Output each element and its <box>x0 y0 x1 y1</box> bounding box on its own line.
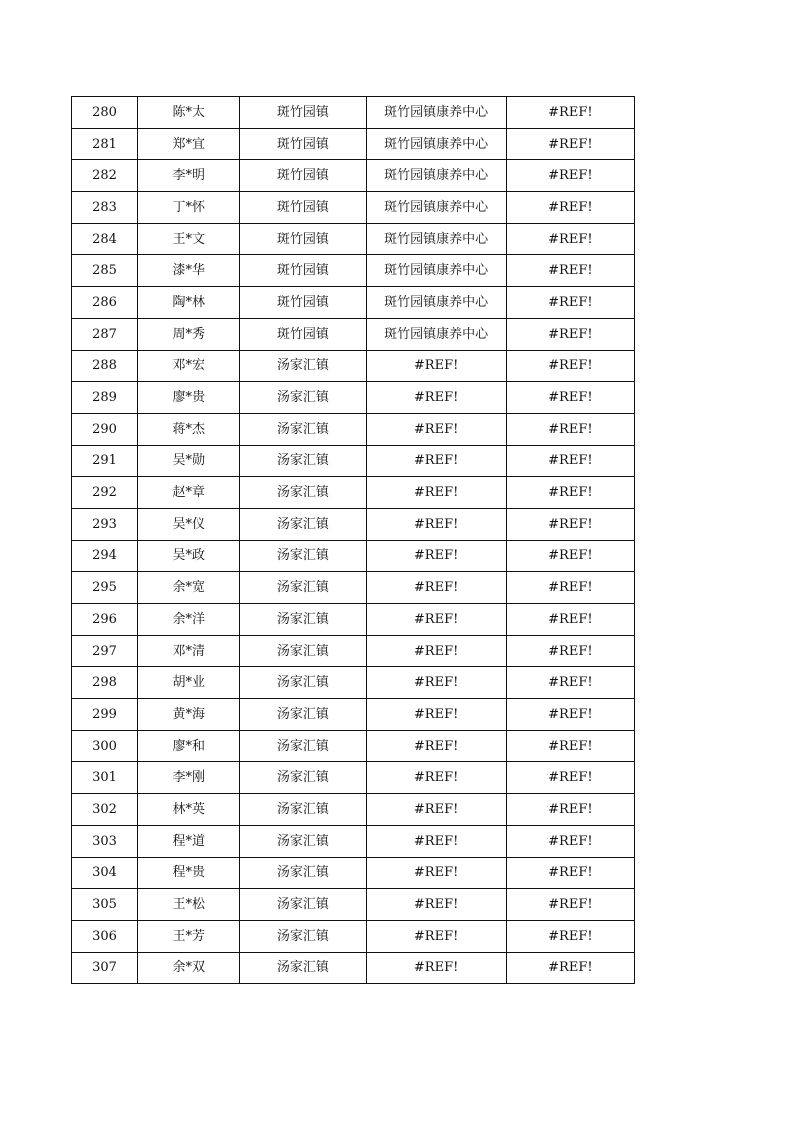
table-body <box>72 97 635 984</box>
cell-institution: #REF! <box>366 445 506 477</box>
cell-value: #REF! <box>506 635 634 667</box>
cell-institution: 斑竹园镇康养中心 <box>366 192 506 224</box>
table-row <box>72 128 635 160</box>
cell-town: 汤家汇镇 <box>240 952 366 984</box>
cell-value: #REF! <box>506 318 634 350</box>
cell-town: 汤家汇镇 <box>240 508 366 540</box>
cell-name: 李*明 <box>138 160 240 192</box>
cell-name: 黄*海 <box>138 699 240 731</box>
cell-town: 汤家汇镇 <box>240 350 366 382</box>
cell-town: 汤家汇镇 <box>240 604 366 636</box>
cell-institution: #REF! <box>366 762 506 794</box>
cell-number: 290 <box>72 413 138 445</box>
cell-town: 汤家汇镇 <box>240 382 366 414</box>
cell-number: 292 <box>72 477 138 509</box>
cell-institution: #REF! <box>366 825 506 857</box>
cell-institution: 斑竹园镇康养中心 <box>366 97 506 129</box>
cell-value: #REF! <box>506 477 634 509</box>
cell-name: 余*宽 <box>138 572 240 604</box>
cell-institution: #REF! <box>366 540 506 572</box>
cell-name: 郑*宜 <box>138 128 240 160</box>
table-row <box>72 952 635 984</box>
cell-number: 305 <box>72 889 138 921</box>
table-row <box>72 160 635 192</box>
cell-name: 李*刚 <box>138 762 240 794</box>
table-row <box>72 287 635 319</box>
cell-name: 林*英 <box>138 794 240 826</box>
cell-name: 王*芳 <box>138 920 240 952</box>
cell-name: 王*文 <box>138 223 240 255</box>
cell-number: 298 <box>72 667 138 699</box>
cell-town: 汤家汇镇 <box>240 445 366 477</box>
cell-town: 汤家汇镇 <box>240 794 366 826</box>
table-row <box>72 255 635 287</box>
cell-value: #REF! <box>506 540 634 572</box>
cell-value: #REF! <box>506 889 634 921</box>
cell-town: 汤家汇镇 <box>240 825 366 857</box>
cell-institution: #REF! <box>366 889 506 921</box>
cell-name: 陶*林 <box>138 287 240 319</box>
cell-value: #REF! <box>506 128 634 160</box>
cell-institution: #REF! <box>366 350 506 382</box>
table-row <box>72 97 635 129</box>
cell-name: 王*松 <box>138 889 240 921</box>
cell-town: 汤家汇镇 <box>240 889 366 921</box>
cell-number: 300 <box>72 730 138 762</box>
cell-value: #REF! <box>506 794 634 826</box>
cell-institution: #REF! <box>366 857 506 889</box>
cell-number: 296 <box>72 604 138 636</box>
table-row <box>72 572 635 604</box>
cell-number: 304 <box>72 857 138 889</box>
cell-town: 斑竹园镇 <box>240 318 366 350</box>
cell-number: 287 <box>72 318 138 350</box>
table-row <box>72 794 635 826</box>
cell-name: 丁*怀 <box>138 192 240 224</box>
cell-number: 303 <box>72 825 138 857</box>
cell-institution: #REF! <box>366 604 506 636</box>
cell-name: 吴*勋 <box>138 445 240 477</box>
cell-name: 邓*清 <box>138 635 240 667</box>
cell-name: 陈*太 <box>138 97 240 129</box>
cell-number: 282 <box>72 160 138 192</box>
cell-institution: #REF! <box>366 794 506 826</box>
cell-town: 汤家汇镇 <box>240 762 366 794</box>
table-row <box>72 223 635 255</box>
table-row <box>72 508 635 540</box>
cell-town: 汤家汇镇 <box>240 699 366 731</box>
table-row <box>72 920 635 952</box>
cell-name: 程*贵 <box>138 857 240 889</box>
cell-number: 295 <box>72 572 138 604</box>
cell-institution: #REF! <box>366 952 506 984</box>
cell-name: 余*洋 <box>138 604 240 636</box>
cell-value: #REF! <box>506 255 634 287</box>
cell-institution: 斑竹园镇康养中心 <box>366 255 506 287</box>
cell-number: 289 <box>72 382 138 414</box>
cell-name: 廖*和 <box>138 730 240 762</box>
cell-name: 程*道 <box>138 825 240 857</box>
cell-value: #REF! <box>506 920 634 952</box>
cell-number: 302 <box>72 794 138 826</box>
cell-town: 汤家汇镇 <box>240 635 366 667</box>
cell-value: #REF! <box>506 857 634 889</box>
cell-town: 汤家汇镇 <box>240 572 366 604</box>
table-row <box>72 604 635 636</box>
cell-institution: 斑竹园镇康养中心 <box>366 223 506 255</box>
cell-value: #REF! <box>506 762 634 794</box>
data-table <box>71 96 635 984</box>
table-row <box>72 540 635 572</box>
cell-town: 斑竹园镇 <box>240 128 366 160</box>
cell-town: 斑竹园镇 <box>240 223 366 255</box>
cell-town: 汤家汇镇 <box>240 857 366 889</box>
cell-name: 周*秀 <box>138 318 240 350</box>
cell-institution: #REF! <box>366 699 506 731</box>
cell-institution: 斑竹园镇康养中心 <box>366 128 506 160</box>
table-row <box>72 318 635 350</box>
cell-institution: #REF! <box>366 572 506 604</box>
cell-institution: 斑竹园镇康养中心 <box>366 160 506 192</box>
cell-value: #REF! <box>506 604 634 636</box>
cell-name: 邓*宏 <box>138 350 240 382</box>
table-row <box>72 192 635 224</box>
cell-number: 285 <box>72 255 138 287</box>
cell-town: 汤家汇镇 <box>240 730 366 762</box>
cell-town: 斑竹园镇 <box>240 160 366 192</box>
cell-town: 斑竹园镇 <box>240 287 366 319</box>
cell-town: 汤家汇镇 <box>240 477 366 509</box>
cell-number: 297 <box>72 635 138 667</box>
cell-name: 吴*仪 <box>138 508 240 540</box>
cell-number: 293 <box>72 508 138 540</box>
cell-number: 284 <box>72 223 138 255</box>
cell-value: #REF! <box>506 445 634 477</box>
table-row <box>72 762 635 794</box>
cell-value: #REF! <box>506 825 634 857</box>
cell-name: 蒋*杰 <box>138 413 240 445</box>
cell-name: 余*双 <box>138 952 240 984</box>
table-row <box>72 445 635 477</box>
table-row <box>72 635 635 667</box>
cell-institution: #REF! <box>366 413 506 445</box>
cell-number: 301 <box>72 762 138 794</box>
cell-value: #REF! <box>506 952 634 984</box>
cell-number: 281 <box>72 128 138 160</box>
cell-value: #REF! <box>506 223 634 255</box>
cell-number: 306 <box>72 920 138 952</box>
table-row <box>72 350 635 382</box>
cell-institution: 斑竹园镇康养中心 <box>366 318 506 350</box>
cell-name: 胡*业 <box>138 667 240 699</box>
cell-value: #REF! <box>506 382 634 414</box>
cell-institution: #REF! <box>366 730 506 762</box>
cell-number: 280 <box>72 97 138 129</box>
cell-number: 294 <box>72 540 138 572</box>
cell-value: #REF! <box>506 287 634 319</box>
cell-value: #REF! <box>506 192 634 224</box>
cell-value: #REF! <box>506 413 634 445</box>
cell-number: 307 <box>72 952 138 984</box>
cell-value: #REF! <box>506 730 634 762</box>
cell-town: 斑竹园镇 <box>240 255 366 287</box>
table-row <box>72 667 635 699</box>
table-row <box>72 730 635 762</box>
table-row <box>72 857 635 889</box>
cell-value: #REF! <box>506 350 634 382</box>
cell-town: 汤家汇镇 <box>240 667 366 699</box>
cell-number: 288 <box>72 350 138 382</box>
cell-number: 291 <box>72 445 138 477</box>
cell-town: 斑竹园镇 <box>240 97 366 129</box>
cell-town: 斑竹园镇 <box>240 192 366 224</box>
cell-institution: #REF! <box>366 508 506 540</box>
table-row <box>72 699 635 731</box>
cell-value: #REF! <box>506 508 634 540</box>
table-row <box>72 477 635 509</box>
cell-institution: #REF! <box>366 635 506 667</box>
cell-institution: #REF! <box>366 920 506 952</box>
cell-name: 漆*华 <box>138 255 240 287</box>
cell-town: 汤家汇镇 <box>240 540 366 572</box>
cell-name: 廖*贵 <box>138 382 240 414</box>
cell-institution: 斑竹园镇康养中心 <box>366 287 506 319</box>
cell-name: 赵*章 <box>138 477 240 509</box>
table-row <box>72 413 635 445</box>
cell-value: #REF! <box>506 160 634 192</box>
cell-value: #REF! <box>506 667 634 699</box>
cell-town: 汤家汇镇 <box>240 920 366 952</box>
cell-value: #REF! <box>506 699 634 731</box>
table-row <box>72 382 635 414</box>
cell-institution: #REF! <box>366 667 506 699</box>
cell-number: 299 <box>72 699 138 731</box>
cell-value: #REF! <box>506 97 634 129</box>
cell-town: 汤家汇镇 <box>240 413 366 445</box>
cell-number: 286 <box>72 287 138 319</box>
table-row <box>72 825 635 857</box>
table-row <box>72 889 635 921</box>
cell-value: #REF! <box>506 572 634 604</box>
cell-number: 283 <box>72 192 138 224</box>
cell-institution: #REF! <box>366 382 506 414</box>
cell-name: 吴*政 <box>138 540 240 572</box>
cell-institution: #REF! <box>366 477 506 509</box>
